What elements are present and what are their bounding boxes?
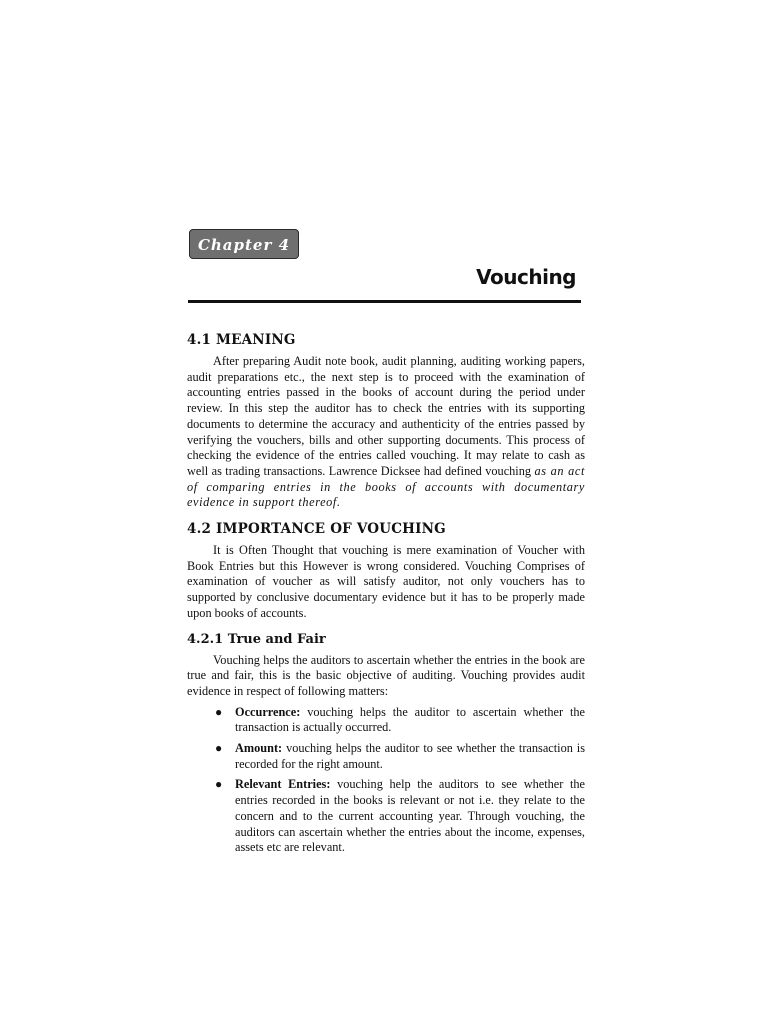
page-content (187, 332, 585, 866)
subsection-heading: 4.2.1 True and Fair (187, 631, 326, 647)
bullet-icon: ● (215, 741, 223, 756)
list-item-text: vouching help the auditors to see whether the entries recorded in the books is relevant or not i.e. they relate to the concern and to the current accounting year. Through vouching, the auditors can ascertain whether the entries about the income, expenses, assets etc are relevant. (235, 777, 585, 855)
list-item (215, 704, 585, 736)
list-item-term: Occurrence: (235, 704, 301, 719)
list-item-text: vouching helps the auditor to see whether the transaction is recorded for the right amount. (235, 741, 585, 771)
paragraph-text: After preparing Audit note book, audit planning, auditing working papers, audit preparations etc., the next step is to proceed with the examination of accounting entries passed in the books of account during the period under review. In this step the auditor has to check the entries with its supporting documents to determine the accuracy and authenticity of the entries passed by verifying the vouchers, bills and other supporting documents. This process of checking the evidence of the entries called vouching. It may relate to cash as well as trading transactions. Lawrence Dicksee had defined vouching (187, 354, 585, 478)
title-divider (188, 300, 581, 303)
bullet-list (187, 705, 585, 856)
section-paragraph: It is Often Thought that vouching is mere examination of Voucher with Book Entries but this However is wrong considered. Vouching Comprises of examination of voucher as will satisfy auditor, not only vouchers has to supported by conclusive documentary evidence but it has to be properly made upon books of accounts. (187, 543, 585, 620)
section-heading: 4.1 MEANING (187, 332, 296, 348)
list-item-term: Relevant Entries: (235, 777, 331, 792)
definition-quote: as an act of comparing entries in the books of accounts with documentary evidence in support thereof. (187, 463, 585, 510)
section-true-and-fair (187, 632, 585, 856)
section-paragraph: Vouching helps the auditors to ascertain whether the entries in the book are true and fair, this is the basic objective of auditing. Vouching provides audit evidence in respect of following matters: (187, 652, 585, 698)
list-item-text: vouching helps the auditor to ascertain whether the transaction is actually occurred. (235, 704, 585, 735)
list-item (215, 741, 585, 772)
bullet-icon: ● (215, 777, 223, 792)
section-meaning (187, 332, 585, 511)
chapter-title: Vouching (476, 265, 576, 289)
list-item-term: Amount: (235, 741, 283, 756)
bullet-icon: ● (215, 704, 223, 719)
chapter-badge: Chapter 4 (189, 229, 299, 259)
section-heading: 4.2 IMPORTANCE OF VOUCHING (187, 521, 446, 538)
section-paragraph (187, 354, 585, 511)
list-item (215, 777, 585, 856)
section-importance (187, 521, 585, 622)
